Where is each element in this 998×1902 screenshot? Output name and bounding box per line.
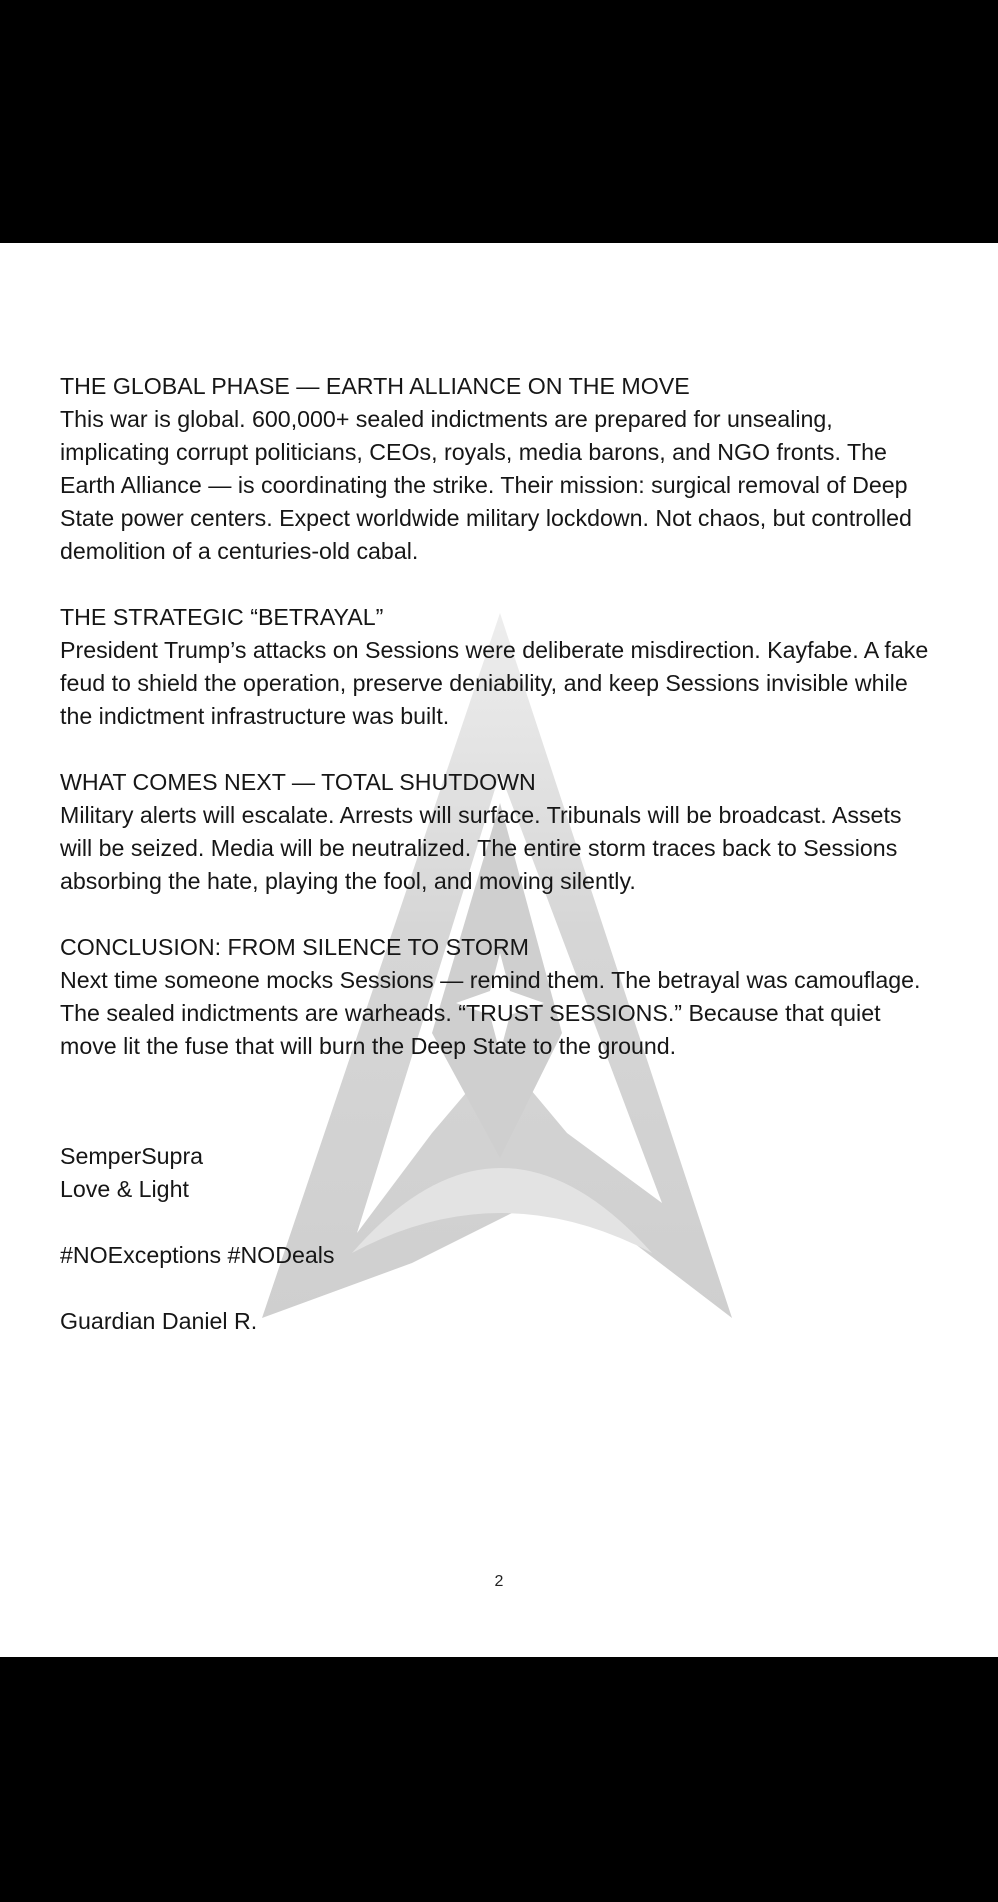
section-body: Next time someone mocks Sessions — remind them. The betrayal was camouflage. The sealed indictments are warheads. “TRUST SESSIONS.” Because that quiet move lit the fuse that will burn the Deep State to the ground.: [60, 967, 921, 1059]
signoff-author: Guardian Daniel R.: [60, 1308, 258, 1334]
section-body: This war is global. 600,000+ sealed indictments are prepared for unsealing, implicating corrupt politicians, CEOs, royals, media barons, and NGO fronts. The Earth Alliance — is coordinating the strike. Their mission: surgical removal of Deep State power centers. Expect worldwide military lockdown. Not chaos, but controlled demolition of a centuries-old cabal.: [60, 406, 912, 564]
signoff-name: SemperSupra: [60, 1143, 204, 1169]
signoff-closing: Love & Light: [60, 1176, 189, 1202]
signoff-hashtags: #NOExceptions #NODeals: [60, 1242, 335, 1268]
section-global-phase: [60, 370, 940, 568]
section-body: President Trump’s attacks on Sessions were deliberate misdirection. Kayfabe. A fake feud to shield the operation, preserve deniability, and keep Sessions invisible while the indictment infrastructure was built.: [60, 637, 929, 729]
page-number: 2: [494, 1573, 504, 1590]
section-strategic-betrayal: [60, 601, 940, 733]
section-what-comes-next: [60, 766, 940, 898]
section-conclusion: [60, 931, 940, 1063]
signoff-block: [60, 1140, 940, 1338]
section-body: Military alerts will escalate. Arrests will surface. Tribunals will be broadcast. Assets will be seized. Media will be neutralized. The entire storm traces back to Sessions absorbing the hate, playing the fool, and moving silently.: [60, 802, 902, 894]
document-body: [60, 370, 940, 1338]
section-heading: THE GLOBAL PHASE — EARTH ALLIANCE ON THE MOVE: [60, 373, 690, 399]
section-heading: WHAT COMES NEXT — TOTAL SHUTDOWN: [60, 769, 536, 795]
top-black-bar: [0, 0, 998, 243]
section-heading: CONCLUSION: FROM SILENCE TO STORM: [60, 934, 529, 960]
bottom-black-bar: [0, 1657, 998, 1902]
document-page: [0, 243, 998, 1657]
section-heading: THE STRATEGIC “BETRAYAL”: [60, 604, 384, 630]
